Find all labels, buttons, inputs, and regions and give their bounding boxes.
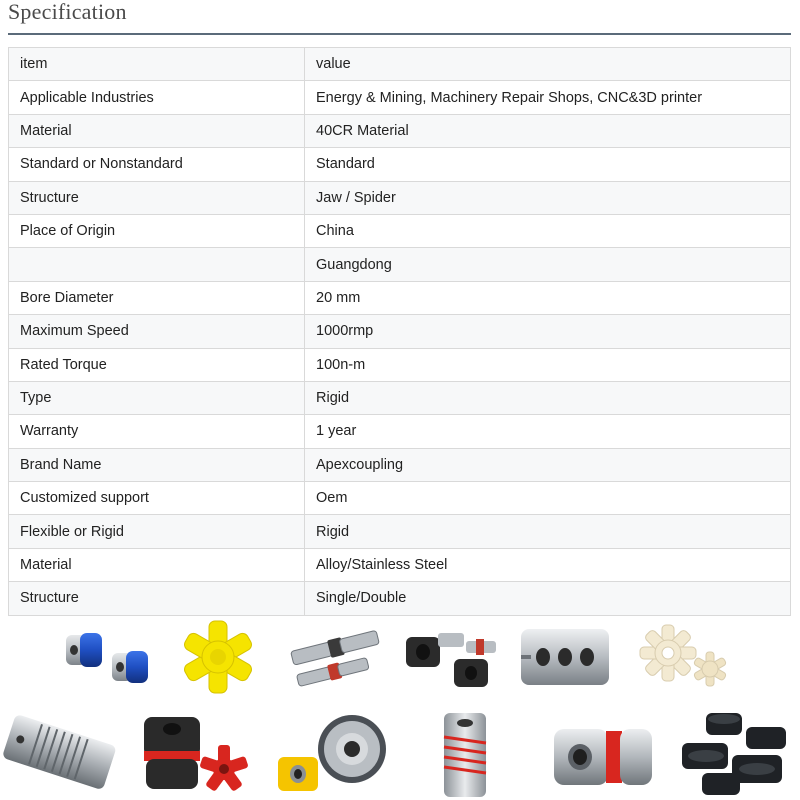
table-header-row: [9, 48, 791, 81]
title-divider: [8, 33, 791, 35]
spec-item-cell: Maximum Speed: [9, 315, 305, 348]
spec-item-cell: Structure: [9, 582, 305, 615]
table-row: [9, 482, 791, 515]
table-row: [9, 148, 791, 181]
table-row: [9, 214, 791, 247]
table-row: [9, 114, 791, 147]
rigid-clamp-coupling-image: [513, 619, 617, 693]
table-row: [9, 181, 791, 214]
spec-value-cell: 20 mm: [305, 281, 791, 314]
spec-value-cell: Jaw / Spider: [305, 181, 791, 214]
spec-value-cell: Oem: [305, 482, 791, 515]
black-disc-couplings-image: [676, 707, 800, 800]
spec-value-cell: Single/Double: [305, 582, 791, 615]
beam-coupling-image: [402, 707, 528, 800]
spec-value-cell: 1000rmp: [305, 315, 791, 348]
spec-item-cell: Material: [9, 548, 305, 581]
blue-jaw-couplings-image: [54, 619, 158, 693]
table-row: [9, 582, 791, 615]
spec-item-cell: Structure: [9, 181, 305, 214]
table-row: [9, 281, 791, 314]
table-row: [9, 348, 791, 381]
spec-value-cell: Rigid: [305, 515, 791, 548]
spec-item-cell: [9, 248, 305, 281]
specification-table: [8, 47, 791, 616]
page-title: Specification: [8, 0, 127, 24]
spec-item-cell: Material: [9, 114, 305, 147]
spec-value-cell: Rigid: [305, 381, 791, 414]
table-row: [9, 448, 791, 481]
spec-item-cell: Rated Torque: [9, 348, 305, 381]
table-row: [9, 381, 791, 414]
spec-item-cell: Applicable Industries: [9, 81, 305, 114]
spec-value-cell: 40CR Material: [305, 114, 791, 147]
spec-value-cell: Standard: [305, 148, 791, 181]
spec-value-cell: 100n-m: [305, 348, 791, 381]
table-row: [9, 248, 791, 281]
spec-item-cell: Type: [9, 381, 305, 414]
table-row: [9, 81, 791, 114]
spec-value-cell: Alloy/Stainless Steel: [305, 548, 791, 581]
universal-joints-image: [283, 619, 387, 693]
header-item: item: [9, 48, 305, 81]
spec-item-cell: Flexible or Rigid: [9, 515, 305, 548]
white-spider-inserts-image: [628, 619, 732, 693]
spec-value-cell: Energy & Mining, Machinery Repair Shops, CNC&3D printer: [305, 81, 791, 114]
spec-value-cell: China: [305, 214, 791, 247]
table-row: [9, 415, 791, 448]
spec-item-cell: Standard or Nonstandard: [9, 148, 305, 181]
spec-item-cell: Warranty: [9, 415, 305, 448]
red-spider-jaw-coupling-image: [132, 707, 258, 800]
bellows-coupling-image: [0, 707, 118, 800]
header-value: value: [305, 48, 791, 81]
table-row: [9, 315, 791, 348]
spec-item-cell: Place of Origin: [9, 214, 305, 247]
spec-value-cell: 1 year: [305, 415, 791, 448]
spec-value-cell: Apexcoupling: [305, 448, 791, 481]
spec-item-cell: Brand Name: [9, 448, 305, 481]
table-row: [9, 515, 791, 548]
yellow-spider-insert-image: [166, 619, 270, 697]
table-row: [9, 548, 791, 581]
spec-item-cell: Bore Diameter: [9, 281, 305, 314]
chain-coupling-image: [268, 707, 392, 800]
black-universal-joints-image: [398, 619, 502, 693]
spec-item-cell: Customized support: [9, 482, 305, 515]
jaw-coupling-red-insert-image: [540, 707, 664, 800]
spec-value-cell: Guangdong: [305, 248, 791, 281]
